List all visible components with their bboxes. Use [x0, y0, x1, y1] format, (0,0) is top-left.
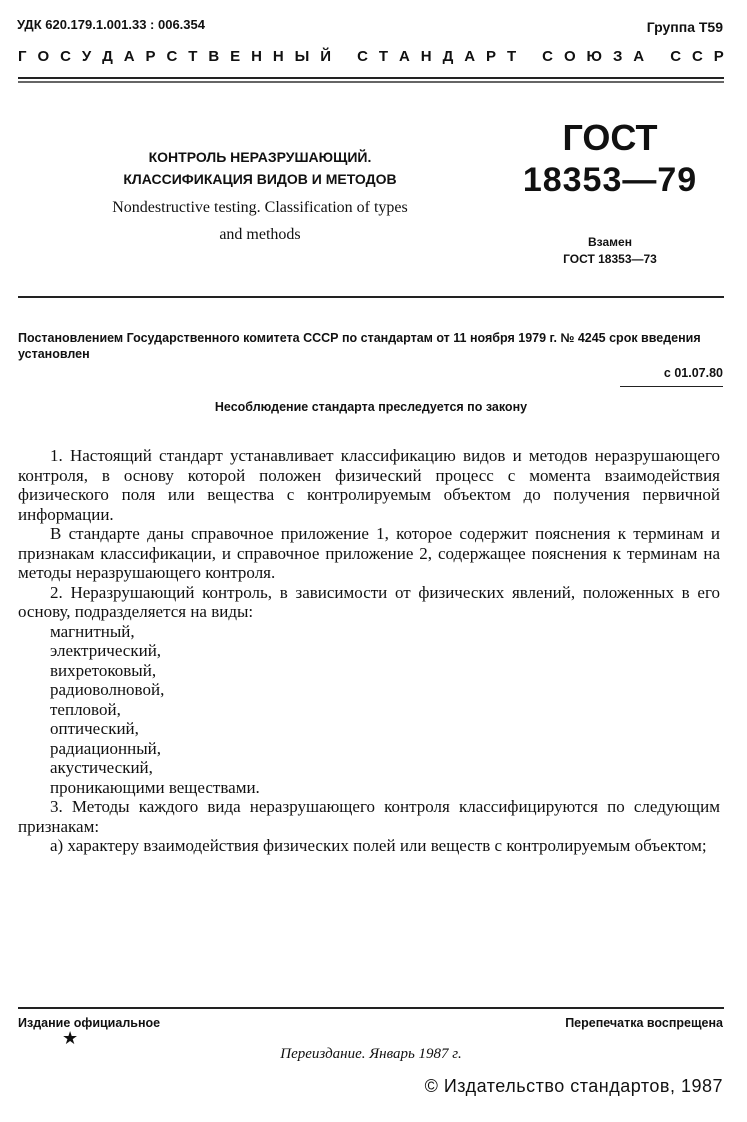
decree-text: Постановлением Государственного комитета СССР по стандартам от 11 ноября 1979 г. № 4245 срок введения установлен	[18, 331, 701, 361]
title-ru-line2: КЛАССИФИКАЦИЯ ВИДОВ И МЕТОДОВ	[123, 171, 397, 187]
heading-letter: З	[612, 48, 623, 65]
list-item: электрический,	[50, 641, 162, 660]
state-standard-heading	[18, 48, 724, 65]
edition-label: Издание официальное	[18, 1016, 161, 1030]
group-code: Группа Т59	[646, 19, 723, 35]
heading-letter	[655, 48, 659, 65]
gost-number: 18353—79	[522, 161, 698, 199]
gost-designation	[520, 118, 700, 200]
heading-letter: А	[464, 48, 476, 65]
heading-letter: Р	[145, 48, 156, 65]
footer-divider	[18, 1007, 724, 1009]
main-divider	[18, 296, 724, 298]
heading-letter: В	[208, 48, 220, 65]
list-item: акустический,	[50, 758, 153, 777]
paragraph-2: В стандарте даны справочное приложение 1, которое содержит пояснения к терминам и признакам классификации, и справочное приложение 2, содержащее пояснения к терминам на методы неразрушающего контроля.	[18, 524, 720, 582]
replaces-value: ГОСТ 18353—73	[563, 252, 657, 266]
heading-letter: С	[691, 48, 703, 65]
paragraph-4: 3. Методы каждого вида неразрушающего контроля классифицируются по следующим признакам:	[18, 797, 720, 836]
heading-letter: А	[633, 48, 645, 65]
heading-letter: У	[81, 48, 92, 65]
standard-body	[18, 446, 720, 856]
heading-letter: С	[166, 48, 178, 65]
heading-letter	[527, 48, 531, 65]
heading-letter: Г	[18, 48, 27, 65]
heading-letter: Ю	[586, 48, 603, 65]
heading-letter: Н	[420, 48, 432, 65]
reprint-notice: Перепечатка воспрещена	[565, 1016, 723, 1030]
heading-letter: О	[563, 48, 576, 65]
reissue-note: Переиздание. Январь 1987 г.	[280, 1046, 462, 1062]
heading-letter: Д	[102, 48, 113, 65]
udk-code: УДК 620.179.1.001.33 : 006.354	[17, 17, 205, 32]
heading-letter: Т	[378, 48, 389, 65]
noncompliance-notice: Несоблюдение стандарта преследуется по закону	[214, 400, 528, 414]
heading-letter: Е	[230, 48, 241, 65]
heading-letter: С	[670, 48, 682, 65]
heading-letter: О	[37, 48, 50, 65]
list-item: тепловой,	[50, 699, 121, 719]
title-block	[40, 146, 480, 244]
list-item: радиоволновой,	[50, 680, 165, 699]
list-item: радиационный,	[50, 738, 161, 758]
date-underline	[620, 386, 723, 387]
list-item: оптический,	[50, 719, 139, 738]
paragraph-5: а) характеру взаимодействия физических полей или веществ с контролируемым объектом;	[50, 836, 707, 855]
heading-letter: С	[60, 48, 71, 65]
heading-letter: Д	[442, 48, 454, 65]
heading-letter: А	[399, 48, 410, 65]
heading-letter: Й	[320, 48, 332, 65]
heading-letter: А	[123, 48, 135, 65]
heading-letter: Н	[272, 48, 284, 65]
gost-name: ГОСТ	[562, 117, 658, 158]
list-item: магнитный,	[50, 621, 135, 641]
heading-letter: Т	[188, 48, 198, 65]
paragraph-3: 2. Неразрушающий контроль, в зависимости от физических явлений, положенных в его основу, подразделяется на виды:	[18, 582, 720, 621]
replaces-label: Взамен	[588, 235, 632, 249]
types-list	[18, 622, 720, 798]
paragraph-1: 1. Настоящий стандарт устанавливает классификацию видов и методов неразрушающего контроля, в основу которой положен физический процесс с момента взаимодействия физического поля или вещества с контролируемым объектом до получения первичной информации.	[18, 446, 720, 524]
replaces-block	[520, 234, 700, 268]
list-item: вихретоковый,	[50, 660, 157, 680]
effective-date: с 01.07.80	[663, 366, 723, 380]
heading-letter: Ы	[294, 48, 310, 65]
star-icon: ★	[62, 1028, 79, 1048]
title-ru-line1: КОНТРОЛЬ НЕРАЗРУШАЮЩИЙ.	[148, 149, 372, 165]
heading-letter	[342, 48, 346, 65]
header-double-rule	[18, 77, 724, 83]
list-item: проникающими веществами.	[50, 777, 260, 797]
title-en-line2: and methods	[219, 226, 301, 243]
heading-letter: С	[357, 48, 368, 65]
copyright-notice: © Издательство стандартов, 1987	[424, 1076, 723, 1096]
heading-letter: Т	[506, 48, 517, 65]
title-en-line1: Nondestructive testing. Classification of types	[112, 199, 408, 216]
heading-letter: Р	[485, 48, 496, 65]
heading-letter: С	[542, 48, 553, 65]
heading-letter: Н	[251, 48, 262, 65]
heading-letter: Р	[713, 48, 724, 65]
